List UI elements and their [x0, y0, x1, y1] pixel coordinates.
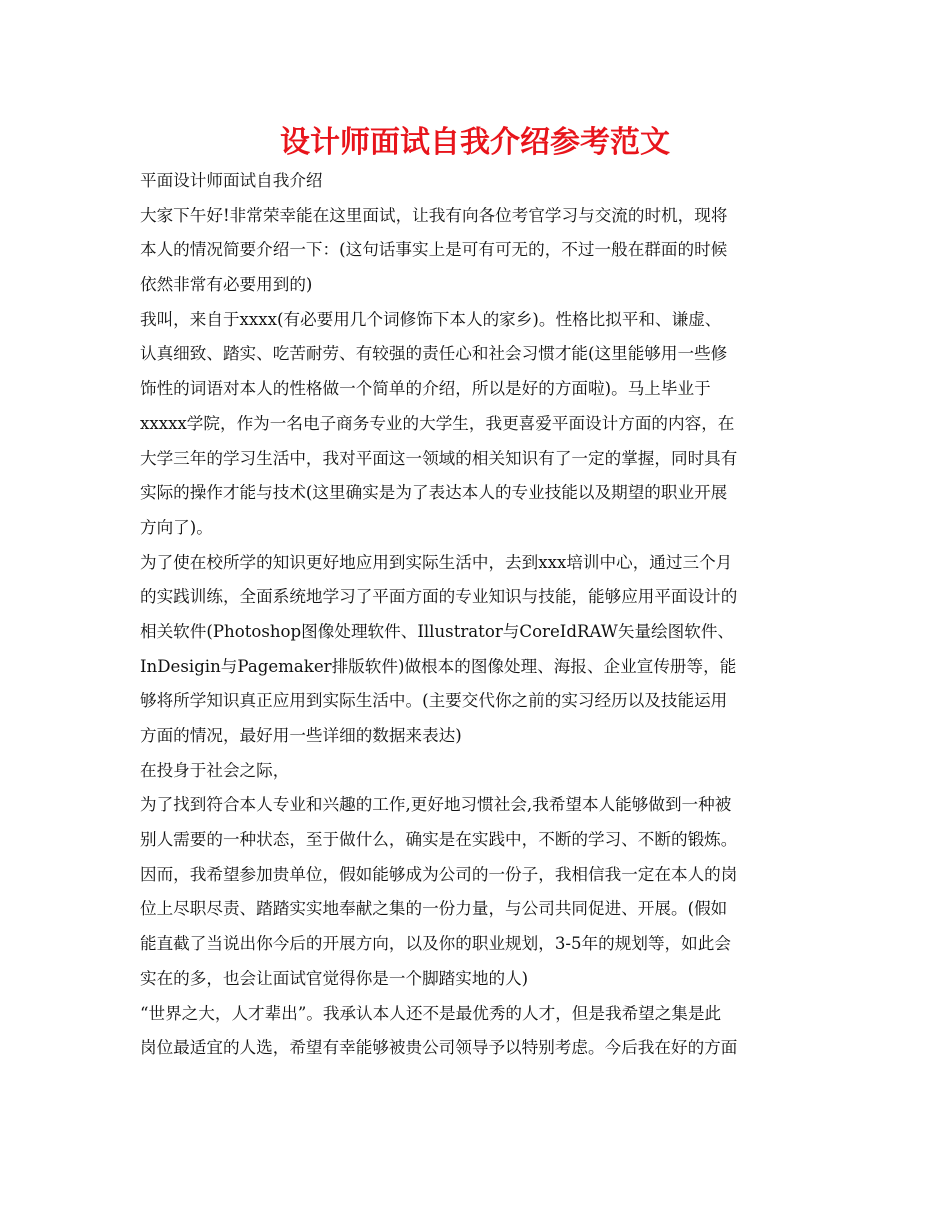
text-line: 本人的情况简要介绍一下：(这句话事实上是可有可无的，不过一般在群面的时候	[140, 240, 728, 260]
text-line: 方向了)。	[140, 517, 213, 537]
document-title: 设计师面试自我介绍参考范文	[280, 125, 670, 160]
text-line: “世界之大，人才辈出”。我承认本人还不是最优秀的人才，但是我希望之集是此	[140, 1003, 722, 1023]
text-line: 方面的情况，最好用一些详细的数据来表达)	[140, 726, 462, 745]
text-line: 实际的操作才能与技术(这里确实是为了表达本人的专业技能以及期望的职业开展	[140, 483, 728, 503]
text-line: InDesigin与Pagemaker排版软件)做根本的图像处理、海报、企业宣传册等，能	[140, 656, 737, 676]
text-line: 因而，我希望参加贵单位，假如能够成为公司的一份子，我相信我一定在本人的岗	[140, 864, 738, 884]
document-body	[140, 164, 812, 1066]
text-line: 平面设计师面试自我介绍	[140, 171, 323, 190]
text-line: 为了找到符合本人专业和兴趣的工作,更好地习惯社会,我希望本人能够做到一种被	[140, 795, 732, 815]
text-line: 岗位最适宜的人选，希望有幸能够被贵公司领导予以特别考虑。今后我在好的方面	[140, 1038, 738, 1058]
text-line: 够将所学知识真正应用到实际生活中。(主要交代你之前的实习经历以及技能运用	[140, 691, 728, 711]
text-line: 饰性的词语对本人的性格做一个简单的介绍，所以是好的方面啦)。马上毕业于	[140, 379, 711, 399]
text-line: 相关软件(Photoshop图像处理软件、Illustrator与CoreIdRAW矢量绘图软件、	[140, 621, 735, 641]
text-line: 实在的多，也会让面试官觉得你是一个脚踏实地的人)	[140, 968, 529, 988]
text-line: 大学三年的学习生活中，我对平面这一领域的相关知识有了一定的掌握，同时具有	[140, 448, 738, 468]
text-line: 位上尽职尽责、踏踏实实地奉献之集的一份力量，与公司共同促进、开展。(假如	[140, 899, 728, 919]
text-line: 认真细致、踏实、吃苦耐劳、有较强的责任心和社会习惯才能(这里能够用一些修	[140, 344, 728, 364]
text-line: 为了使在校所学的知识更好地应用到实际生活中，去到xxx培训中心，通过三个月	[140, 552, 733, 572]
text-line: xxxxx学院，作为一名电子商务专业的大学生，我更喜爱平面设计方面的内容，在	[140, 413, 735, 433]
text-line: 依然非常有必要用到的)	[140, 275, 313, 295]
text-line: 我叫，来自于xxxx(有必要用几个词修饰下本人的家乡)。性格比拟平和、谦虚、	[140, 309, 722, 329]
text-line: 大家下午好!非常荣幸能在这里面试，让我有向各位考官学习与交流的时机，现将	[140, 205, 728, 225]
text-line: 能直截了当说出你今后的开展方向，以及你的职业规划，3-5年的规划等，如此会	[140, 934, 731, 954]
text-line: 别人需要的一种状态，至于做什么，确实是在实践中，不断的学习、不断的锻炼。	[140, 830, 738, 850]
text-line: 在投身于社会之际，	[140, 760, 290, 780]
text-line: 的实践训练，全面系统地学习了平面方面的专业知识与技能，能够应用平面设计的	[140, 587, 738, 607]
